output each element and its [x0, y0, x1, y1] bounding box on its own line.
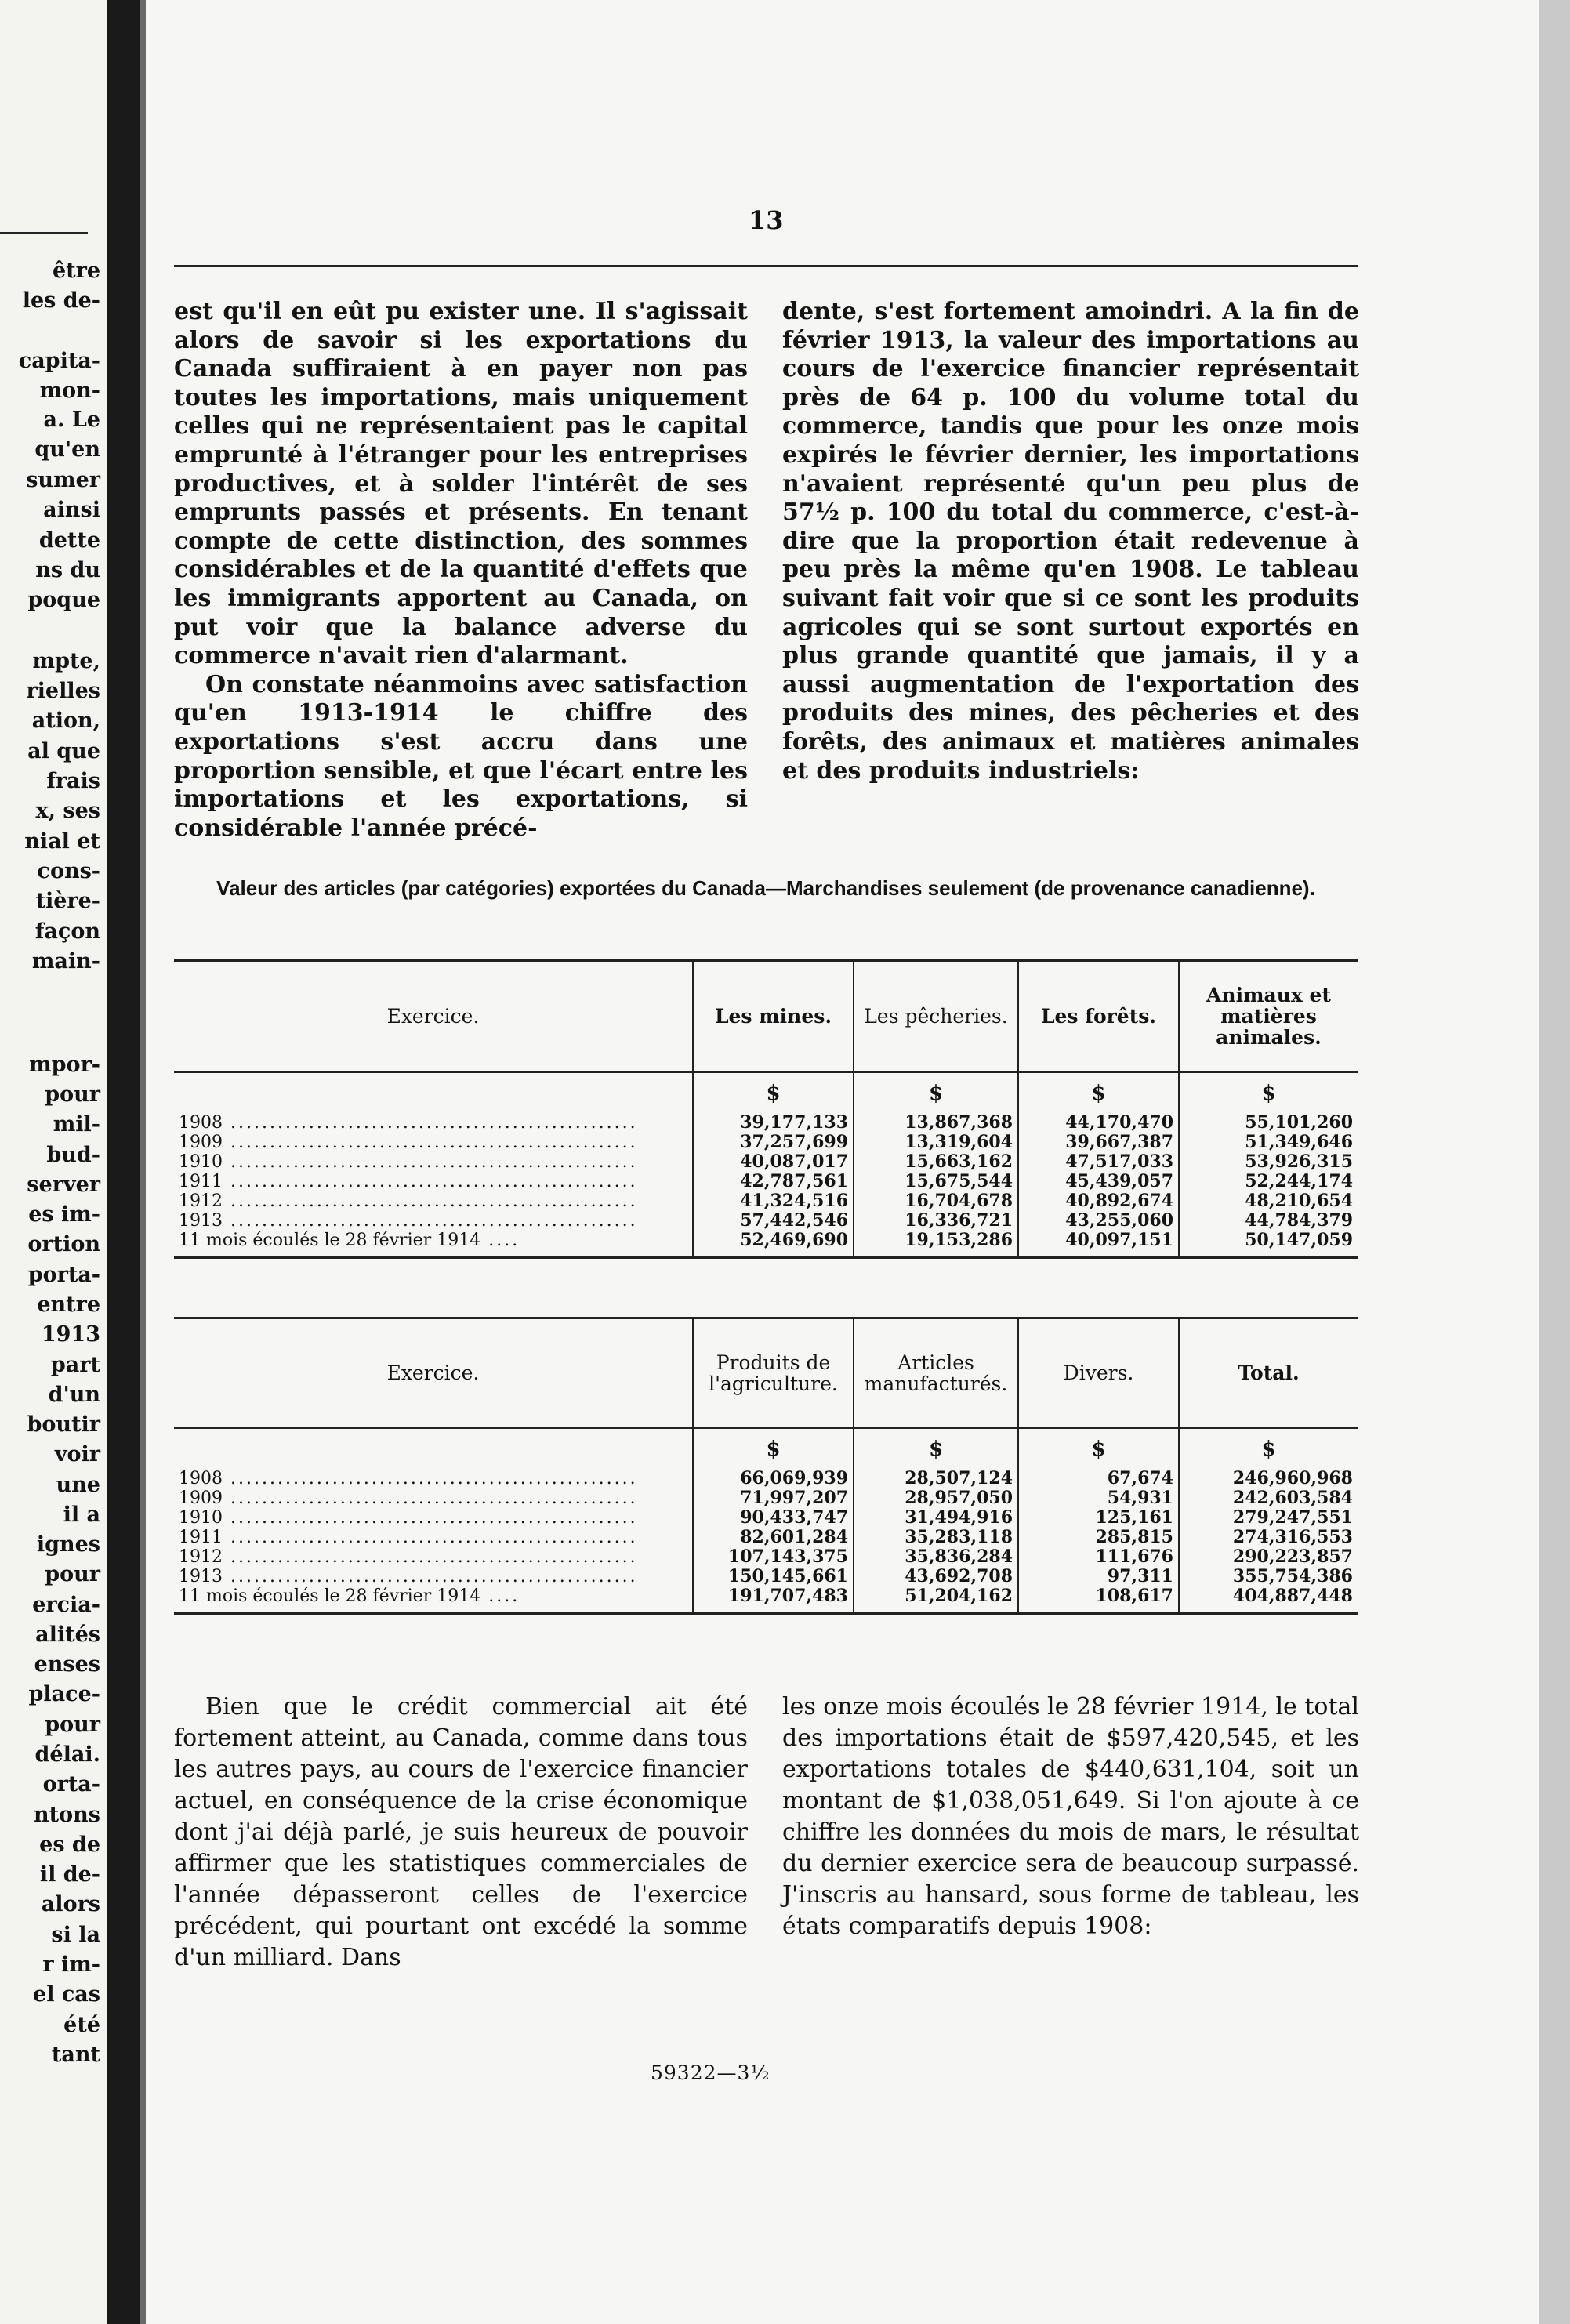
lower-right-column — [782, 1691, 1359, 1942]
leader-dots: .................................................... — [223, 1469, 638, 1488]
value-cell: 45,439,057 — [1018, 1172, 1179, 1191]
value-cell: 90,433,747 — [693, 1508, 854, 1528]
value-cell: 16,336,721 — [854, 1211, 1018, 1231]
previous-page-line: sumer — [26, 468, 100, 492]
value-cell: 40,892,674 — [1018, 1191, 1179, 1211]
row-label — [174, 1133, 693, 1152]
previous-page-line: el cas — [33, 1982, 100, 2007]
value-cell: 242,603,584 — [1179, 1488, 1358, 1508]
value-cell: 15,663,162 — [854, 1152, 1018, 1172]
table-row — [174, 1528, 1358, 1547]
previous-page-line: si la — [51, 1923, 100, 1947]
value-cell: 53,926,315 — [1179, 1152, 1358, 1172]
value-cell: 40,097,151 — [1018, 1231, 1179, 1258]
leader-dots: .... — [480, 1586, 520, 1606]
previous-page-line: été — [63, 2013, 100, 2037]
previous-page-line: a. Le — [43, 408, 100, 432]
previous-page-line: ainsi — [43, 498, 100, 522]
previous-page-line: nial et — [24, 829, 100, 854]
previous-page-line: boutir — [27, 1412, 100, 1437]
table-row — [174, 1586, 1358, 1614]
paragraph: les onze mois écoulés le 28 février 1914, le total des importations était de $597,420,545, et les exportations totales de $440,631,104, soit un montant de $1,038,051,649. Si l'on ajoute à ce chiffre les données du mois de mars, le résultat du dernier exercice sera de beaucoup surpassé. J'inscris au hansard, sous forme de tableau, les états comparatifs depuis 1908: — [782, 1693, 1359, 1940]
value-cell: 40,087,017 — [693, 1152, 854, 1172]
value-cell: 82,601,284 — [693, 1528, 854, 1547]
previous-page-line: mon- — [39, 379, 100, 403]
column-header: Animaux et matières animales. — [1179, 961, 1358, 1072]
unit-cell: $ — [854, 1072, 1018, 1114]
paragraph: On constate néanmoins avec satisfaction qu'en 1913-1914 le chiffre des exportations s'est accru dans une proportion sensible, et que l'écart entre les importations et les exportations, si considérable l'année précé- — [174, 670, 748, 842]
value-cell: 111,676 — [1018, 1547, 1179, 1567]
value-cell: 43,255,060 — [1018, 1211, 1179, 1231]
previous-page-line: server — [27, 1173, 100, 1197]
value-cell: 66,069,939 — [693, 1469, 854, 1488]
table-row — [174, 1172, 1358, 1191]
row-label-text: 1908 — [179, 1469, 223, 1488]
value-cell: 13,319,604 — [854, 1133, 1018, 1152]
previous-page-line: capita- — [18, 349, 100, 373]
lower-left-column — [174, 1691, 748, 1974]
row-label — [174, 1211, 693, 1231]
leader-dots: .................................................... — [223, 1547, 638, 1567]
unit-cell: $ — [1018, 1428, 1179, 1470]
value-cell: 41,324,516 — [693, 1191, 854, 1211]
value-cell: 55,101,260 — [1179, 1113, 1358, 1133]
previous-page-line: porta- — [27, 1263, 100, 1287]
value-cell: 42,787,561 — [693, 1172, 854, 1191]
column-header: Les pêcheries. — [854, 961, 1018, 1072]
previous-page-line: 1913 — [41, 1322, 100, 1347]
previous-page-line: mpte, — [32, 649, 100, 673]
value-cell: 191,707,483 — [693, 1586, 854, 1614]
value-cell: 97,311 — [1018, 1567, 1179, 1586]
value-cell: 108,617 — [1018, 1586, 1179, 1614]
upper-left-column — [174, 298, 748, 843]
paragraph: dente, s'est fortement amoindri. A la fin de février 1913, la valeur des importations au cours de l'exercice financier représentait près de 64 p. 100 du volume total du commerce, tandis que pour les onze mois expirés le février dernier, les importations n'avaient représenté qu'un peu plus de 57½ p. 100 du total du commerce, c'est-à-dire que la proportion était redevenue à peu près la même qu'en 1908. Le tableau suivant fait voir que si ce sont les produits agricoles qui se sont surtout exportés en plus grande quantité que jamais, il y a aussi augmentation de l'exportation des produits des mines, des pêcheries et des forêts, des animaux et matières animales et des produits industriels: — [782, 298, 1359, 785]
previous-page-line: enses — [34, 1652, 100, 1677]
previous-page-line: il de- — [39, 1862, 100, 1887]
units-row — [174, 1072, 1358, 1114]
previous-page-line: mpor- — [29, 1053, 100, 1077]
row-label — [174, 1231, 693, 1258]
row-label-text: 1912 — [179, 1547, 223, 1567]
previous-page-line: voir — [54, 1442, 100, 1467]
column-header: Articles manufacturés. — [854, 1318, 1018, 1428]
previous-page-line: es de — [39, 1833, 100, 1857]
previous-page-line: tant — [51, 2043, 100, 2067]
row-label — [174, 1508, 693, 1528]
value-cell: 51,349,646 — [1179, 1133, 1358, 1152]
unit-cell: $ — [1018, 1072, 1179, 1114]
row-label — [174, 1191, 693, 1211]
previous-page-line: x, ses — [35, 799, 100, 823]
row-label-text: 1913 — [179, 1567, 223, 1586]
table-row — [174, 1152, 1358, 1172]
value-cell: 31,494,916 — [854, 1508, 1018, 1528]
row-label-text: 1911 — [179, 1528, 223, 1547]
unit-cell — [174, 1072, 693, 1114]
previous-page-line: alités — [35, 1622, 100, 1647]
previous-page-line: il a — [63, 1503, 100, 1527]
table-row — [174, 1488, 1358, 1508]
value-cell: 150,145,661 — [693, 1567, 854, 1586]
table-row — [174, 1567, 1358, 1586]
paragraph: est qu'il en eût pu exister une. Il s'agissait alors de savoir si les exportations du Canada suffiraient à en payer non pas toutes les importations, mais uniquement celles qui ne représentaient pas le capital emprunté à l'étranger pour les entreprises productives, et à solder l'intérêt de ses emprunts passés et présents. En tenant compte de cette distinction, des sommes considérables et de la quantité d'effets que les immigrants apportent au Canada, on put voir que la balance adverse du commerce n'avait rien d'alarmant. — [174, 298, 748, 670]
value-cell: 50,147,059 — [1179, 1231, 1358, 1258]
table-caption: Valeur des articles (par catégories) exportées du Canada—Marchandises seulement (de provenance canadienne). — [216, 876, 1315, 900]
upper-right-column — [782, 298, 1359, 785]
value-cell: 274,316,553 — [1179, 1528, 1358, 1547]
previous-page-line: bud- — [46, 1143, 100, 1167]
table-row — [174, 1133, 1358, 1152]
value-cell: 355,754,386 — [1179, 1567, 1358, 1586]
previous-page-line: les de- — [22, 288, 100, 313]
previous-page-line: main- — [31, 949, 100, 973]
leader-dots: .................................................... — [223, 1113, 638, 1133]
row-label-text: 1911 — [179, 1172, 223, 1191]
value-cell: 285,815 — [1018, 1528, 1179, 1547]
table-row — [174, 1508, 1358, 1528]
column-header: Produits de l'agriculture. — [693, 1318, 854, 1428]
value-cell: 51,204,162 — [854, 1586, 1018, 1614]
row-label-text: 1909 — [179, 1133, 223, 1152]
value-cell: 290,223,857 — [1179, 1547, 1358, 1567]
export-table-part-1 — [174, 959, 1358, 1259]
value-cell: 35,283,118 — [854, 1528, 1018, 1547]
value-cell: 279,247,551 — [1179, 1508, 1358, 1528]
row-label — [174, 1172, 693, 1191]
leader-dots: .................................................... — [223, 1528, 638, 1547]
row-label — [174, 1547, 693, 1567]
column-header: Total. — [1179, 1318, 1358, 1428]
leader-dots: .................................................... — [223, 1211, 638, 1231]
table-row — [174, 1231, 1358, 1258]
row-label-text: 11 mois écoulés le 28 février 1914 — [179, 1231, 481, 1250]
unit-cell: $ — [854, 1428, 1018, 1470]
column-header: Exercice. — [174, 961, 693, 1072]
unit-cell: $ — [1179, 1072, 1358, 1114]
previous-page-line: ercia- — [32, 1593, 100, 1617]
previous-page-rule — [0, 232, 88, 234]
previous-page-line: rielles — [26, 679, 100, 703]
value-cell: 13,867,368 — [854, 1113, 1018, 1133]
leader-dots: .................................................... — [223, 1172, 638, 1191]
table-row — [174, 1191, 1358, 1211]
value-cell: 54,931 — [1018, 1488, 1179, 1508]
row-label — [174, 1152, 693, 1172]
previous-page-line: ortion — [27, 1232, 100, 1256]
row-label-text: 1910 — [179, 1152, 223, 1172]
previous-page-line: délai. — [34, 1742, 100, 1767]
previous-page-line: ntons — [34, 1803, 100, 1827]
value-cell: 246,960,968 — [1179, 1469, 1358, 1488]
leader-dots: .................................................... — [223, 1152, 638, 1172]
footer-signature-code: 59322—3½ — [651, 2061, 770, 2084]
table-row — [174, 1469, 1358, 1488]
value-cell: 37,257,699 — [693, 1133, 854, 1152]
leader-dots: .................................................... — [223, 1508, 638, 1528]
previous-page-line: pour — [45, 1562, 100, 1586]
previous-page-edge — [0, 0, 108, 2324]
value-cell: 404,887,448 — [1179, 1586, 1358, 1614]
previous-page-line: orta- — [42, 1772, 100, 1796]
row-label-text: 1908 — [179, 1113, 223, 1133]
value-cell: 39,177,133 — [693, 1113, 854, 1133]
value-cell: 44,784,379 — [1179, 1211, 1358, 1231]
value-cell: 39,667,387 — [1018, 1133, 1179, 1152]
row-label-text: 1912 — [179, 1191, 223, 1211]
value-cell: 15,675,544 — [854, 1172, 1018, 1191]
leader-dots: .................................................... — [223, 1133, 638, 1152]
unit-cell: $ — [693, 1072, 854, 1114]
previous-page-line: pour — [45, 1713, 100, 1737]
previous-page-line: es im- — [28, 1202, 100, 1227]
paragraph: Bien que le crédit commercial ait été fortement atteint, au Canada, comme dans tous les autres pays, au cours de l'exercice financier actuel, en conséquence de la crise économique dont j'ai déjà parlé, je suis heureux de pouvoir affirmer que les statistiques commerciales de l'année dépasseront celles de l'exercice précédent, qui pourtant ont excédé la somme d'un milliard. Dans — [174, 1693, 748, 1971]
previous-page-line: r im- — [42, 1952, 100, 1977]
value-cell: 35,836,284 — [854, 1547, 1018, 1567]
table-row — [174, 1113, 1358, 1133]
previous-page-line: al que — [27, 739, 100, 763]
row-label-text: 11 mois écoulés le 28 février 1914 — [179, 1586, 481, 1606]
value-cell: 28,957,050 — [854, 1488, 1018, 1508]
column-header: Divers. — [1018, 1318, 1179, 1428]
previous-page-line: poque — [27, 588, 100, 612]
column-header: Les forêts. — [1018, 961, 1179, 1072]
previous-page-line: part — [50, 1353, 100, 1377]
row-label-text: 1913 — [179, 1211, 223, 1231]
previous-page-line: ation, — [31, 709, 100, 733]
previous-page-line: mil- — [53, 1112, 100, 1137]
previous-page-line: tière- — [35, 889, 100, 913]
column-header: Exercice. — [174, 1318, 693, 1428]
previous-page-line: frais — [46, 769, 100, 793]
row-label — [174, 1528, 693, 1547]
previous-page-line: pour — [45, 1082, 100, 1107]
value-cell: 52,469,690 — [693, 1231, 854, 1258]
value-cell: 107,143,375 — [693, 1547, 854, 1567]
row-label-text: 1910 — [179, 1508, 223, 1528]
previous-page-line: dette — [38, 528, 100, 553]
previous-page-line: place- — [28, 1682, 100, 1706]
header-rule — [174, 265, 1358, 267]
row-label — [174, 1488, 693, 1508]
value-cell: 125,161 — [1018, 1508, 1179, 1528]
value-cell: 67,674 — [1018, 1469, 1179, 1488]
previous-page-line: qu'en — [34, 437, 100, 462]
previous-page-line: ignes — [36, 1532, 100, 1557]
leader-dots: .................................................... — [223, 1488, 638, 1508]
value-cell: 52,244,174 — [1179, 1172, 1358, 1191]
row-label — [174, 1586, 693, 1614]
previous-page-line: cons- — [37, 859, 100, 883]
book-gutter — [107, 0, 140, 2324]
leader-dots: .... — [480, 1231, 520, 1250]
previous-page-line: d'un — [48, 1383, 100, 1407]
column-header: Les mines. — [693, 961, 854, 1072]
book-gutter-shadow — [140, 0, 146, 2324]
value-cell: 43,692,708 — [854, 1567, 1018, 1586]
unit-cell: $ — [693, 1428, 854, 1470]
previous-page-line: entre — [37, 1293, 100, 1317]
page-number: 13 — [749, 205, 784, 235]
unit-cell — [174, 1428, 693, 1470]
row-label-text: 1909 — [179, 1488, 223, 1508]
value-cell: 44,170,470 — [1018, 1113, 1179, 1133]
previous-page-line: alors — [41, 1892, 100, 1916]
previous-page-line: une — [56, 1473, 100, 1497]
leader-dots: .................................................... — [223, 1191, 638, 1211]
table-row — [174, 1211, 1358, 1231]
unit-cell: $ — [1179, 1428, 1358, 1470]
value-cell: 47,517,033 — [1018, 1152, 1179, 1172]
units-row — [174, 1428, 1358, 1470]
value-cell: 48,210,654 — [1179, 1191, 1358, 1211]
value-cell: 28,507,124 — [854, 1469, 1018, 1488]
row-label — [174, 1469, 693, 1488]
previous-page-line: être — [52, 259, 100, 283]
export-table-part-2 — [174, 1317, 1358, 1615]
row-label — [174, 1567, 693, 1586]
row-label — [174, 1113, 693, 1133]
value-cell: 19,153,286 — [854, 1231, 1018, 1258]
value-cell: 16,704,678 — [854, 1191, 1018, 1211]
value-cell: 71,997,207 — [693, 1488, 854, 1508]
value-cell: 57,442,546 — [693, 1211, 854, 1231]
table-row — [174, 1547, 1358, 1567]
previous-page-line: façon — [34, 919, 100, 944]
scan-margin — [1539, 0, 1570, 2324]
leader-dots: .................................................... — [223, 1567, 638, 1586]
previous-page-line: ns du — [35, 558, 100, 582]
